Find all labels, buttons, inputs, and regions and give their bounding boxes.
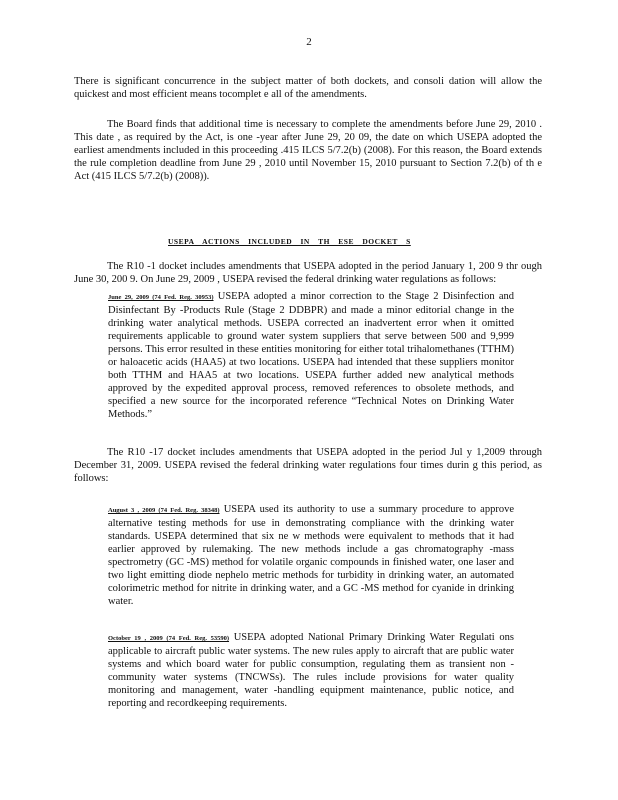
block-quote-october-2009 [108,631,514,710]
paragraph-r10-17-docket: The R10 -17 docket includes amendments that USEPA adopted in the period Jul y 1,2009 through December 31, 2009. USEPA revised the federal drinking water regulations four times durin g this period, as follows: [74,447,542,484]
quote-text-june-2009: USEPA adopted a minor correction to the Stage 2 Disinfection and Disinfectant By -Products Rule (Stage 2 DDBPR) and made a minor editorial change in the drinking water analytical methods. USEPA corrected an inadvertent error when it omitted requirements applicable to ground water system suppliers that serve between 500 and 9,999 persons. This error resulted in these entities monitoring for either total trihalomethanes (TTHM) or haloacetic acids (HAA5) at two locations. USEPA had intended that these suppliers monitor both TTHM and HAA5 at two locations. USEPA further added new analytical methods approved by the expedited approval process, removed references to obsolete methods, and specified a new source for the incorporated reference “Technical Notes on Drinking Water Methods.” [108,291,514,420]
section-heading: USEPA ACTIONS INCLUDED IN TH ESE DOCKET S [168,237,411,246]
citation-august-2009: August 3 , 2009 (74 Fed. Reg. 38348) [108,507,220,514]
paragraph-deadline-extension: The Board finds that additional time is necessary to complete the amendments before June 29, 2010 . This date , as required by the Act, is one -year after June 29, 20 09, the date on which USEPA adopted the earliest amendments included in this proceeding .415 ILCS 5/7.2(b) (2008). For this reason, the Board extends the rule completion deadline from June 29 , 2010 until November 15, 2010 pursuant to Section 7.2(b) of th e Act (415 ILCS 5/7.2(b) (2008)). [74,119,542,182]
citation-june-2009: June 29, 2009 (74 Fed. Reg. 30953) [108,294,214,301]
block-quote-june-2009 [108,290,514,421]
quote-text-october-2009: USEPA adopted National Primary Drinking Water Regulati ons applicable to aircraft public water systems. The new rules apply to aircraft that are public water systems and which board water for public consumption, regulating them as transient non -community water systems (TNCWSs). The rules include provisions for water quality monitoring and management, water -handling equipment maintenance, public notice, and reporting and recordkeeping requirements. [108,632,514,709]
paragraph-consolidation: There is significant concurrence in the subject matter of both dockets, and consoli dation will allow the quickest and most efficient means tocomplet e all of the amendments. [74,76,542,100]
page-number: 2 [306,36,312,48]
block-quote-august-2009 [108,503,514,608]
citation-october-2009: October 19 , 2009 (74 Fed. Reg. 53590) [108,635,230,642]
paragraph-r10-1-docket: The R10 -1 docket includes amendments that USEPA adopted in the period January 1, 200 9 thr ough June 30, 200 9. On June 29, 2009 , USEPA revised the federal drinking water regulations as follows: [74,261,542,285]
quote-text-august-2009: USEPA used its authority to use a summary procedure to approve alternative testing methods for use in demonstrating compliance with the drinking water standards. USEPA determined that six ne w methods were equivalent to methods that it had earlier approved by rulemaking. The new methods include a gas chromatography -mass spectrometry (GC -MS) method for volatile organic compounds in finished water, one laser and two light emitting diode nephelo metric methods for turbidity in drinking water, an automated colorimetric method for nitrite in drinking water, and a GC -MS method for cyanide in drinking water. [108,504,514,607]
